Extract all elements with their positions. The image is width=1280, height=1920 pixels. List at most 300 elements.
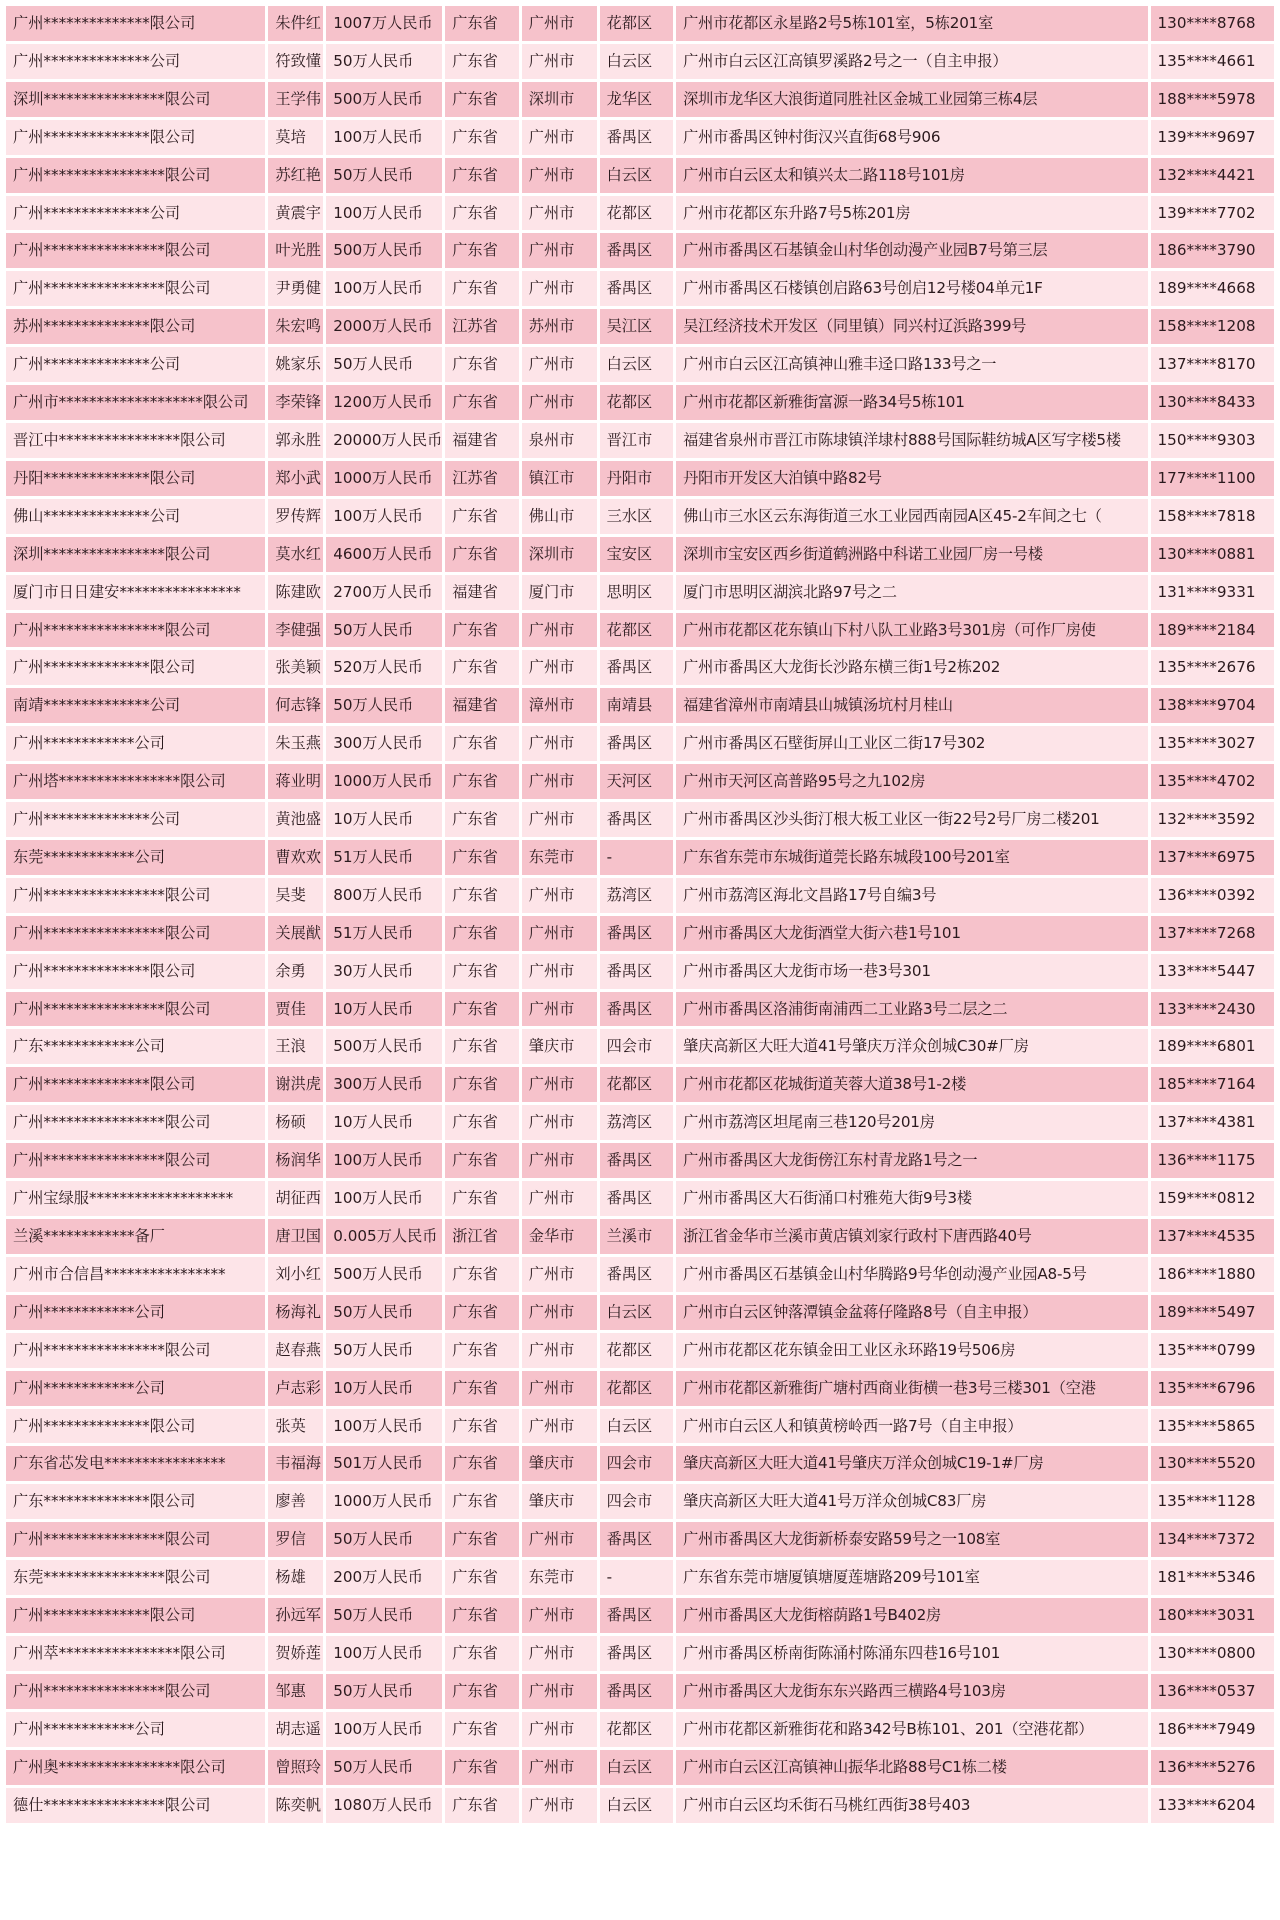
table-row xyxy=(6,1560,1274,1595)
cell-phone: 137****4535 xyxy=(1151,1219,1275,1254)
cell-province: 广东省 xyxy=(445,1295,519,1330)
table-body xyxy=(6,6,1274,1823)
cell-district: 龙华区 xyxy=(600,82,674,117)
table-row xyxy=(6,802,1274,837)
cell-province: 广东省 xyxy=(445,954,519,989)
cell-legal-representative: 黄池盛 xyxy=(268,802,323,837)
cell-legal-representative: 张英 xyxy=(268,1409,323,1444)
cell-address: 吴江经济技术开发区（同里镇）同兴村辽浜路399号 xyxy=(676,309,1147,344)
cell-registered-capital: 500万人民币 xyxy=(326,1257,442,1292)
cell-phone: 189****5497 xyxy=(1151,1295,1275,1330)
cell-registered-capital: 100万人民币 xyxy=(326,1712,442,1747)
cell-district: - xyxy=(600,840,674,875)
table-row xyxy=(6,726,1274,761)
cell-phone: 137****4381 xyxy=(1151,1105,1275,1140)
cell-address: 浙江省金华市兰溪市黄店镇刘家行政村下唐西路40号 xyxy=(676,1219,1147,1254)
cell-city: 广州市 xyxy=(522,196,597,231)
cell-city: 苏州市 xyxy=(522,309,597,344)
cell-city: 广州市 xyxy=(522,1750,597,1785)
cell-company-name: 广州**************公司 xyxy=(6,196,265,231)
cell-city: 肇庆市 xyxy=(522,1484,597,1519)
cell-address: 广州市花都区永星路2号5栋101室，5栋201室 xyxy=(676,6,1147,41)
cell-city: 广州市 xyxy=(522,385,597,420)
cell-legal-representative: 孙远军 xyxy=(268,1598,323,1633)
cell-company-name: 广州****************限公司 xyxy=(6,233,265,268)
cell-company-name: 广州************公司 xyxy=(6,1371,265,1406)
cell-registered-capital: 500万人民币 xyxy=(326,233,442,268)
cell-city: 东莞市 xyxy=(522,840,597,875)
cell-registered-capital: 500万人民币 xyxy=(326,82,442,117)
cell-phone: 135****1128 xyxy=(1151,1484,1275,1519)
cell-company-name: 广州****************限公司 xyxy=(6,1674,265,1709)
cell-district: 花都区 xyxy=(600,6,674,41)
cell-legal-representative: 莫水红 xyxy=(268,537,323,572)
cell-province: 广东省 xyxy=(445,1522,519,1557)
cell-district: 四会市 xyxy=(600,1484,674,1519)
cell-registered-capital: 100万人民币 xyxy=(326,271,442,306)
cell-phone: 132****3592 xyxy=(1151,802,1275,837)
cell-registered-capital: 1200万人民币 xyxy=(326,385,442,420)
cell-legal-representative: 罗传辉 xyxy=(268,499,323,534)
cell-registered-capital: 30万人民币 xyxy=(326,954,442,989)
table-row xyxy=(6,196,1274,231)
cell-phone: 132****4421 xyxy=(1151,158,1275,193)
cell-city: 广州市 xyxy=(522,1636,597,1671)
cell-address: 广州市番禺区沙头街汀根大板工业区一街22号2号厂房二楼201 xyxy=(676,802,1147,837)
cell-registered-capital: 1000万人民币 xyxy=(326,1484,442,1519)
cell-province: 广东省 xyxy=(445,840,519,875)
cell-company-name: 广州萃****************限公司 xyxy=(6,1636,265,1671)
cell-registered-capital: 50万人民币 xyxy=(326,1522,442,1557)
table-row xyxy=(6,688,1274,723)
cell-province: 广东省 xyxy=(445,1143,519,1178)
table-row xyxy=(6,916,1274,951)
cell-address: 广州市番禺区洛浦街南浦西二工业路3号二层之二 xyxy=(676,992,1147,1027)
cell-phone: 186****1880 xyxy=(1151,1257,1275,1292)
cell-phone: 189****6801 xyxy=(1151,1029,1275,1064)
cell-phone: 136****0392 xyxy=(1151,878,1275,913)
cell-address: 广东省东莞市塘厦镇塘厦莲塘路209号101室 xyxy=(676,1560,1147,1595)
cell-registered-capital: 100万人民币 xyxy=(326,1409,442,1444)
cell-company-name: 广州****************限公司 xyxy=(6,158,265,193)
cell-registered-capital: 10万人民币 xyxy=(326,802,442,837)
cell-legal-representative: 尹勇健 xyxy=(268,271,323,306)
cell-phone: 188****5978 xyxy=(1151,82,1275,117)
cell-phone: 134****7372 xyxy=(1151,1522,1275,1557)
cell-registered-capital: 51万人民币 xyxy=(326,840,442,875)
cell-legal-representative: 李荣锋 xyxy=(268,385,323,420)
cell-phone: 180****3031 xyxy=(1151,1598,1275,1633)
cell-phone: 131****9331 xyxy=(1151,575,1275,610)
cell-company-name: 广州**************公司 xyxy=(6,44,265,79)
cell-address: 佛山市三水区云东海街道三水工业园西南园A区45-2车间之七（ xyxy=(676,499,1147,534)
cell-district: 番禺区 xyxy=(600,1674,674,1709)
cell-registered-capital: 10万人民币 xyxy=(326,992,442,1027)
table-row xyxy=(6,82,1274,117)
table-row xyxy=(6,499,1274,534)
cell-registered-capital: 50万人民币 xyxy=(326,1598,442,1633)
cell-province: 江苏省 xyxy=(445,461,519,496)
cell-legal-representative: 张美颖 xyxy=(268,650,323,685)
cell-district: 宝安区 xyxy=(600,537,674,572)
cell-legal-representative: 余勇 xyxy=(268,954,323,989)
cell-province: 广东省 xyxy=(445,499,519,534)
cell-phone: 137****8170 xyxy=(1151,347,1275,382)
cell-registered-capital: 501万人民币 xyxy=(326,1446,442,1481)
cell-district: 番禺区 xyxy=(600,120,674,155)
cell-address: 肇庆高新区大旺大道41号肇庆万洋众创城C19-1#厂房 xyxy=(676,1446,1147,1481)
table-row xyxy=(6,1636,1274,1671)
cell-city: 广州市 xyxy=(522,726,597,761)
cell-district: 白云区 xyxy=(600,1295,674,1330)
cell-address: 广州市白云区太和镇兴太二路118号101房 xyxy=(676,158,1147,193)
cell-district: 白云区 xyxy=(600,1750,674,1785)
cell-legal-representative: 莫培 xyxy=(268,120,323,155)
table-row xyxy=(6,954,1274,989)
cell-province: 广东省 xyxy=(445,992,519,1027)
cell-company-name: 广州奥****************限公司 xyxy=(6,1750,265,1785)
cell-city: 广州市 xyxy=(522,650,597,685)
cell-phone: 186****3790 xyxy=(1151,233,1275,268)
cell-phone: 137****7268 xyxy=(1151,916,1275,951)
cell-province: 福建省 xyxy=(445,423,519,458)
cell-phone: 136****1175 xyxy=(1151,1143,1275,1178)
cell-registered-capital: 100万人民币 xyxy=(326,1636,442,1671)
cell-phone: 138****9704 xyxy=(1151,688,1275,723)
cell-province: 广东省 xyxy=(445,613,519,648)
cell-company-name: 苏州**************限公司 xyxy=(6,309,265,344)
cell-province: 广东省 xyxy=(445,1257,519,1292)
cell-address: 深圳市宝安区西乡街道鹤洲路中科诺工业园厂房一号楼 xyxy=(676,537,1147,572)
cell-registered-capital: 50万人民币 xyxy=(326,1674,442,1709)
cell-province: 广东省 xyxy=(445,1788,519,1823)
cell-city: 广州市 xyxy=(522,44,597,79)
cell-address: 广州市花都区新雅街富源一路34号5栋101 xyxy=(676,385,1147,420)
cell-registered-capital: 10万人民币 xyxy=(326,1371,442,1406)
cell-province: 广东省 xyxy=(445,802,519,837)
cell-district: - xyxy=(600,1560,674,1595)
cell-phone: 133****6204 xyxy=(1151,1788,1275,1823)
cell-district: 白云区 xyxy=(600,1788,674,1823)
cell-registered-capital: 10万人民币 xyxy=(326,1105,442,1140)
cell-address: 厦门市思明区湖滨北路97号之二 xyxy=(676,575,1147,610)
cell-legal-representative: 胡志遥 xyxy=(268,1712,323,1747)
cell-company-name: 广州**************公司 xyxy=(6,347,265,382)
cell-legal-representative: 叶光胜 xyxy=(268,233,323,268)
cell-district: 番禺区 xyxy=(600,1636,674,1671)
cell-address: 广州市白云区人和镇黄榜岭西一路7号（自主申报） xyxy=(676,1409,1147,1444)
cell-registered-capital: 100万人民币 xyxy=(326,1143,442,1178)
table-row xyxy=(6,1333,1274,1368)
cell-registered-capital: 100万人民币 xyxy=(326,1181,442,1216)
table-row xyxy=(6,271,1274,306)
table-row xyxy=(6,1484,1274,1519)
cell-address: 广州市花都区花东镇金田工业区永环路19号506房 xyxy=(676,1333,1147,1368)
table-row xyxy=(6,764,1274,799)
cell-registered-capital: 800万人民币 xyxy=(326,878,442,913)
cell-legal-representative: 罗信 xyxy=(268,1522,323,1557)
cell-registered-capital: 50万人民币 xyxy=(326,688,442,723)
cell-address: 广东省东莞市东城街道莞长路东城段100号201室 xyxy=(676,840,1147,875)
cell-address: 广州市番禺区石壁街屏山工业区二街17号302 xyxy=(676,726,1147,761)
table-row xyxy=(6,44,1274,79)
cell-registered-capital: 1000万人民币 xyxy=(326,764,442,799)
company-table xyxy=(3,3,1277,1826)
cell-legal-representative: 廖善 xyxy=(268,1484,323,1519)
cell-address: 广州市番禺区大龙街市场一巷3号301 xyxy=(676,954,1147,989)
cell-province: 广东省 xyxy=(445,1181,519,1216)
cell-address: 广州市番禺区大石街涌口村雅苑大街9号3楼 xyxy=(676,1181,1147,1216)
cell-province: 广东省 xyxy=(445,1598,519,1633)
cell-company-name: 东莞************公司 xyxy=(6,840,265,875)
cell-address: 广州市番禺区大龙街东东兴路西三横路4号103房 xyxy=(676,1674,1147,1709)
cell-district: 白云区 xyxy=(600,1409,674,1444)
table-row xyxy=(6,1067,1274,1102)
cell-address: 广州市花都区花城街道芙蓉大道38号1-2楼 xyxy=(676,1067,1147,1102)
cell-registered-capital: 300万人民币 xyxy=(326,1067,442,1102)
table-row xyxy=(6,575,1274,610)
cell-address: 福建省漳州市南靖县山城镇汤坑村月桂山 xyxy=(676,688,1147,723)
cell-company-name: 广州宝绿服******************* xyxy=(6,1181,265,1216)
cell-district: 兰溪市 xyxy=(600,1219,674,1254)
cell-city: 广州市 xyxy=(522,1295,597,1330)
cell-address: 广州市白云区江高镇罗溪路2号之一（自主申报） xyxy=(676,44,1147,79)
cell-province: 广东省 xyxy=(445,1636,519,1671)
cell-city: 广州市 xyxy=(522,1409,597,1444)
cell-address: 广州市白云区江高镇神山振华北路88号C1栋二楼 xyxy=(676,1750,1147,1785)
cell-company-name: 广东省芯发电**************** xyxy=(6,1446,265,1481)
cell-legal-representative: 符致懂 xyxy=(268,44,323,79)
cell-district: 番禺区 xyxy=(600,1143,674,1178)
cell-province: 广东省 xyxy=(445,158,519,193)
cell-district: 四会市 xyxy=(600,1446,674,1481)
cell-province: 广东省 xyxy=(445,1105,519,1140)
cell-city: 广州市 xyxy=(522,1371,597,1406)
cell-phone: 150****9303 xyxy=(1151,423,1275,458)
cell-city: 漳州市 xyxy=(522,688,597,723)
cell-legal-representative: 杨硕 xyxy=(268,1105,323,1140)
cell-district: 番禺区 xyxy=(600,726,674,761)
table-row xyxy=(6,1181,1274,1216)
cell-phone: 130****0881 xyxy=(1151,537,1275,572)
cell-legal-representative: 杨雄 xyxy=(268,1560,323,1595)
cell-company-name: 佛山**************公司 xyxy=(6,499,265,534)
cell-district: 花都区 xyxy=(600,1333,674,1368)
cell-province: 广东省 xyxy=(445,1371,519,1406)
cell-company-name: 晋江中****************限公司 xyxy=(6,423,265,458)
cell-city: 广州市 xyxy=(522,613,597,648)
cell-legal-representative: 刘小红 xyxy=(268,1257,323,1292)
table-row xyxy=(6,120,1274,155)
cell-province: 广东省 xyxy=(445,196,519,231)
cell-phone: 135****4702 xyxy=(1151,764,1275,799)
cell-registered-capital: 1080万人民币 xyxy=(326,1788,442,1823)
cell-registered-capital: 1000万人民币 xyxy=(326,461,442,496)
cell-legal-representative: 朱宏鸣 xyxy=(268,309,323,344)
table-row xyxy=(6,537,1274,572)
cell-company-name: 广州****************限公司 xyxy=(6,992,265,1027)
cell-company-name: 广州************公司 xyxy=(6,1295,265,1330)
table-row xyxy=(6,1371,1274,1406)
cell-legal-representative: 李健强 xyxy=(268,613,323,648)
cell-registered-capital: 20000万人民币 xyxy=(326,423,442,458)
table-row xyxy=(6,840,1274,875)
cell-district: 番禺区 xyxy=(600,954,674,989)
cell-province: 广东省 xyxy=(445,1409,519,1444)
cell-address: 广州市番禺区钟村街汉兴直街68号906 xyxy=(676,120,1147,155)
cell-phone: 136****5276 xyxy=(1151,1750,1275,1785)
cell-phone: 130****5520 xyxy=(1151,1446,1275,1481)
cell-province: 广东省 xyxy=(445,1446,519,1481)
cell-company-name: 广州****************限公司 xyxy=(6,1333,265,1368)
cell-city: 广州市 xyxy=(522,802,597,837)
cell-registered-capital: 100万人民币 xyxy=(326,499,442,534)
table-row xyxy=(6,6,1274,41)
cell-district: 晋江市 xyxy=(600,423,674,458)
table-row xyxy=(6,233,1274,268)
cell-district: 白云区 xyxy=(600,158,674,193)
cell-legal-representative: 唐卫国 xyxy=(268,1219,323,1254)
cell-address: 广州市番禺区石楼镇创启路63号创启12号楼04单元1F xyxy=(676,271,1147,306)
table-row xyxy=(6,309,1274,344)
cell-legal-representative: 郑小武 xyxy=(268,461,323,496)
cell-city: 厦门市 xyxy=(522,575,597,610)
cell-address: 广州市天河区高普路95号之九102房 xyxy=(676,764,1147,799)
cell-phone: 159****0812 xyxy=(1151,1181,1275,1216)
cell-phone: 130****8768 xyxy=(1151,6,1275,41)
cell-province: 广东省 xyxy=(445,1333,519,1368)
cell-address: 肇庆高新区大旺大道41号肇庆万洋众创城C30#厂房 xyxy=(676,1029,1147,1064)
cell-registered-capital: 300万人民币 xyxy=(326,726,442,761)
table-row xyxy=(6,1598,1274,1633)
cell-province: 广东省 xyxy=(445,726,519,761)
table-row xyxy=(6,1219,1274,1254)
cell-city: 广州市 xyxy=(522,271,597,306)
cell-registered-capital: 51万人民币 xyxy=(326,916,442,951)
table-row xyxy=(6,1029,1274,1064)
cell-district: 番禺区 xyxy=(600,916,674,951)
cell-district: 花都区 xyxy=(600,1712,674,1747)
table-row xyxy=(6,1712,1274,1747)
cell-district: 番禺区 xyxy=(600,1181,674,1216)
cell-company-name: 深圳****************限公司 xyxy=(6,82,265,117)
cell-company-name: 广州**************限公司 xyxy=(6,954,265,989)
cell-legal-representative: 吴斐 xyxy=(268,878,323,913)
table-row xyxy=(6,1105,1274,1140)
cell-province: 广东省 xyxy=(445,537,519,572)
cell-province: 广东省 xyxy=(445,44,519,79)
cell-city: 广州市 xyxy=(522,954,597,989)
cell-city: 泉州市 xyxy=(522,423,597,458)
cell-province: 广东省 xyxy=(445,6,519,41)
cell-province: 广东省 xyxy=(445,650,519,685)
cell-legal-representative: 韦福海 xyxy=(268,1446,323,1481)
cell-city: 肇庆市 xyxy=(522,1029,597,1064)
cell-city: 广州市 xyxy=(522,764,597,799)
cell-district: 天河区 xyxy=(600,764,674,799)
cell-district: 吴江区 xyxy=(600,309,674,344)
cell-province: 广东省 xyxy=(445,916,519,951)
cell-province: 广东省 xyxy=(445,1712,519,1747)
cell-legal-representative: 蒋业明 xyxy=(268,764,323,799)
cell-legal-representative: 苏红艳 xyxy=(268,158,323,193)
cell-district: 南靖县 xyxy=(600,688,674,723)
cell-company-name: 南靖**************公司 xyxy=(6,688,265,723)
cell-address: 广州市白云区均禾街石马桃红西街38号403 xyxy=(676,1788,1147,1823)
cell-city: 镇江市 xyxy=(522,461,597,496)
cell-phone: 135****2676 xyxy=(1151,650,1275,685)
cell-company-name: 深圳****************限公司 xyxy=(6,537,265,572)
cell-address: 广州市荔湾区坦尾南三巷120号201房 xyxy=(676,1105,1147,1140)
cell-district: 番禺区 xyxy=(600,233,674,268)
cell-company-name: 广州**************限公司 xyxy=(6,650,265,685)
cell-company-name: 广州**************限公司 xyxy=(6,1409,265,1444)
cell-registered-capital: 0.005万人民币 xyxy=(326,1219,442,1254)
cell-city: 广州市 xyxy=(522,1712,597,1747)
table-row xyxy=(6,1409,1274,1444)
cell-legal-representative: 杨润华 xyxy=(268,1143,323,1178)
cell-address: 广州市花都区新雅街广塘村西商业街横一巷3号三楼301（空港 xyxy=(676,1371,1147,1406)
table-row xyxy=(6,992,1274,1027)
cell-company-name: 丹阳**************限公司 xyxy=(6,461,265,496)
cell-province: 福建省 xyxy=(445,575,519,610)
cell-province: 广东省 xyxy=(445,1067,519,1102)
cell-company-name: 广州****************限公司 xyxy=(6,1105,265,1140)
cell-address: 广州市花都区东升路7号5栋201房 xyxy=(676,196,1147,231)
cell-phone: 158****7818 xyxy=(1151,499,1275,534)
table-row xyxy=(6,1257,1274,1292)
cell-legal-representative: 赵春燕 xyxy=(268,1333,323,1368)
cell-registered-capital: 50万人民币 xyxy=(326,44,442,79)
cell-address: 广州市番禺区大龙街榕荫路1号B402房 xyxy=(676,1598,1147,1633)
cell-legal-representative: 关展猷 xyxy=(268,916,323,951)
cell-phone: 135****5865 xyxy=(1151,1409,1275,1444)
cell-phone: 139****7702 xyxy=(1151,196,1275,231)
cell-legal-representative: 贺娇莲 xyxy=(268,1636,323,1671)
cell-city: 广州市 xyxy=(522,1598,597,1633)
cell-district: 花都区 xyxy=(600,385,674,420)
cell-company-name: 广州塔****************限公司 xyxy=(6,764,265,799)
cell-city: 佛山市 xyxy=(522,499,597,534)
cell-province: 广东省 xyxy=(445,385,519,420)
cell-registered-capital: 50万人民币 xyxy=(326,1333,442,1368)
cell-registered-capital: 500万人民币 xyxy=(326,1029,442,1064)
cell-city: 广州市 xyxy=(522,916,597,951)
table-row xyxy=(6,158,1274,193)
cell-province: 广东省 xyxy=(445,1484,519,1519)
cell-city: 广州市 xyxy=(522,1674,597,1709)
cell-company-name: 广州**************限公司 xyxy=(6,6,265,41)
cell-city: 广州市 xyxy=(522,878,597,913)
cell-address: 广州市番禺区大龙街新桥泰安路59号之一108室 xyxy=(676,1522,1147,1557)
cell-company-name: 广州****************限公司 xyxy=(6,1143,265,1178)
cell-address: 福建省泉州市晋江市陈埭镇洋埭村888号国际鞋纺城A区写字楼5楼 xyxy=(676,423,1147,458)
cell-company-name: 兰溪************备厂 xyxy=(6,1219,265,1254)
table-row xyxy=(6,1446,1274,1481)
cell-phone: 181****5346 xyxy=(1151,1560,1275,1595)
cell-company-name: 广州****************限公司 xyxy=(6,916,265,951)
cell-address: 深圳市龙华区大浪街道同胜社区金城工业园第三栋4层 xyxy=(676,82,1147,117)
cell-registered-capital: 50万人民币 xyxy=(326,158,442,193)
cell-registered-capital: 100万人民币 xyxy=(326,196,442,231)
table-row xyxy=(6,613,1274,648)
cell-district: 番禺区 xyxy=(600,271,674,306)
cell-legal-representative: 陈奕帆 xyxy=(268,1788,323,1823)
cell-company-name: 广东************公司 xyxy=(6,1029,265,1064)
cell-legal-representative: 邹惠 xyxy=(268,1674,323,1709)
cell-legal-representative: 朱件红 xyxy=(268,6,323,41)
table-row xyxy=(6,1750,1274,1785)
